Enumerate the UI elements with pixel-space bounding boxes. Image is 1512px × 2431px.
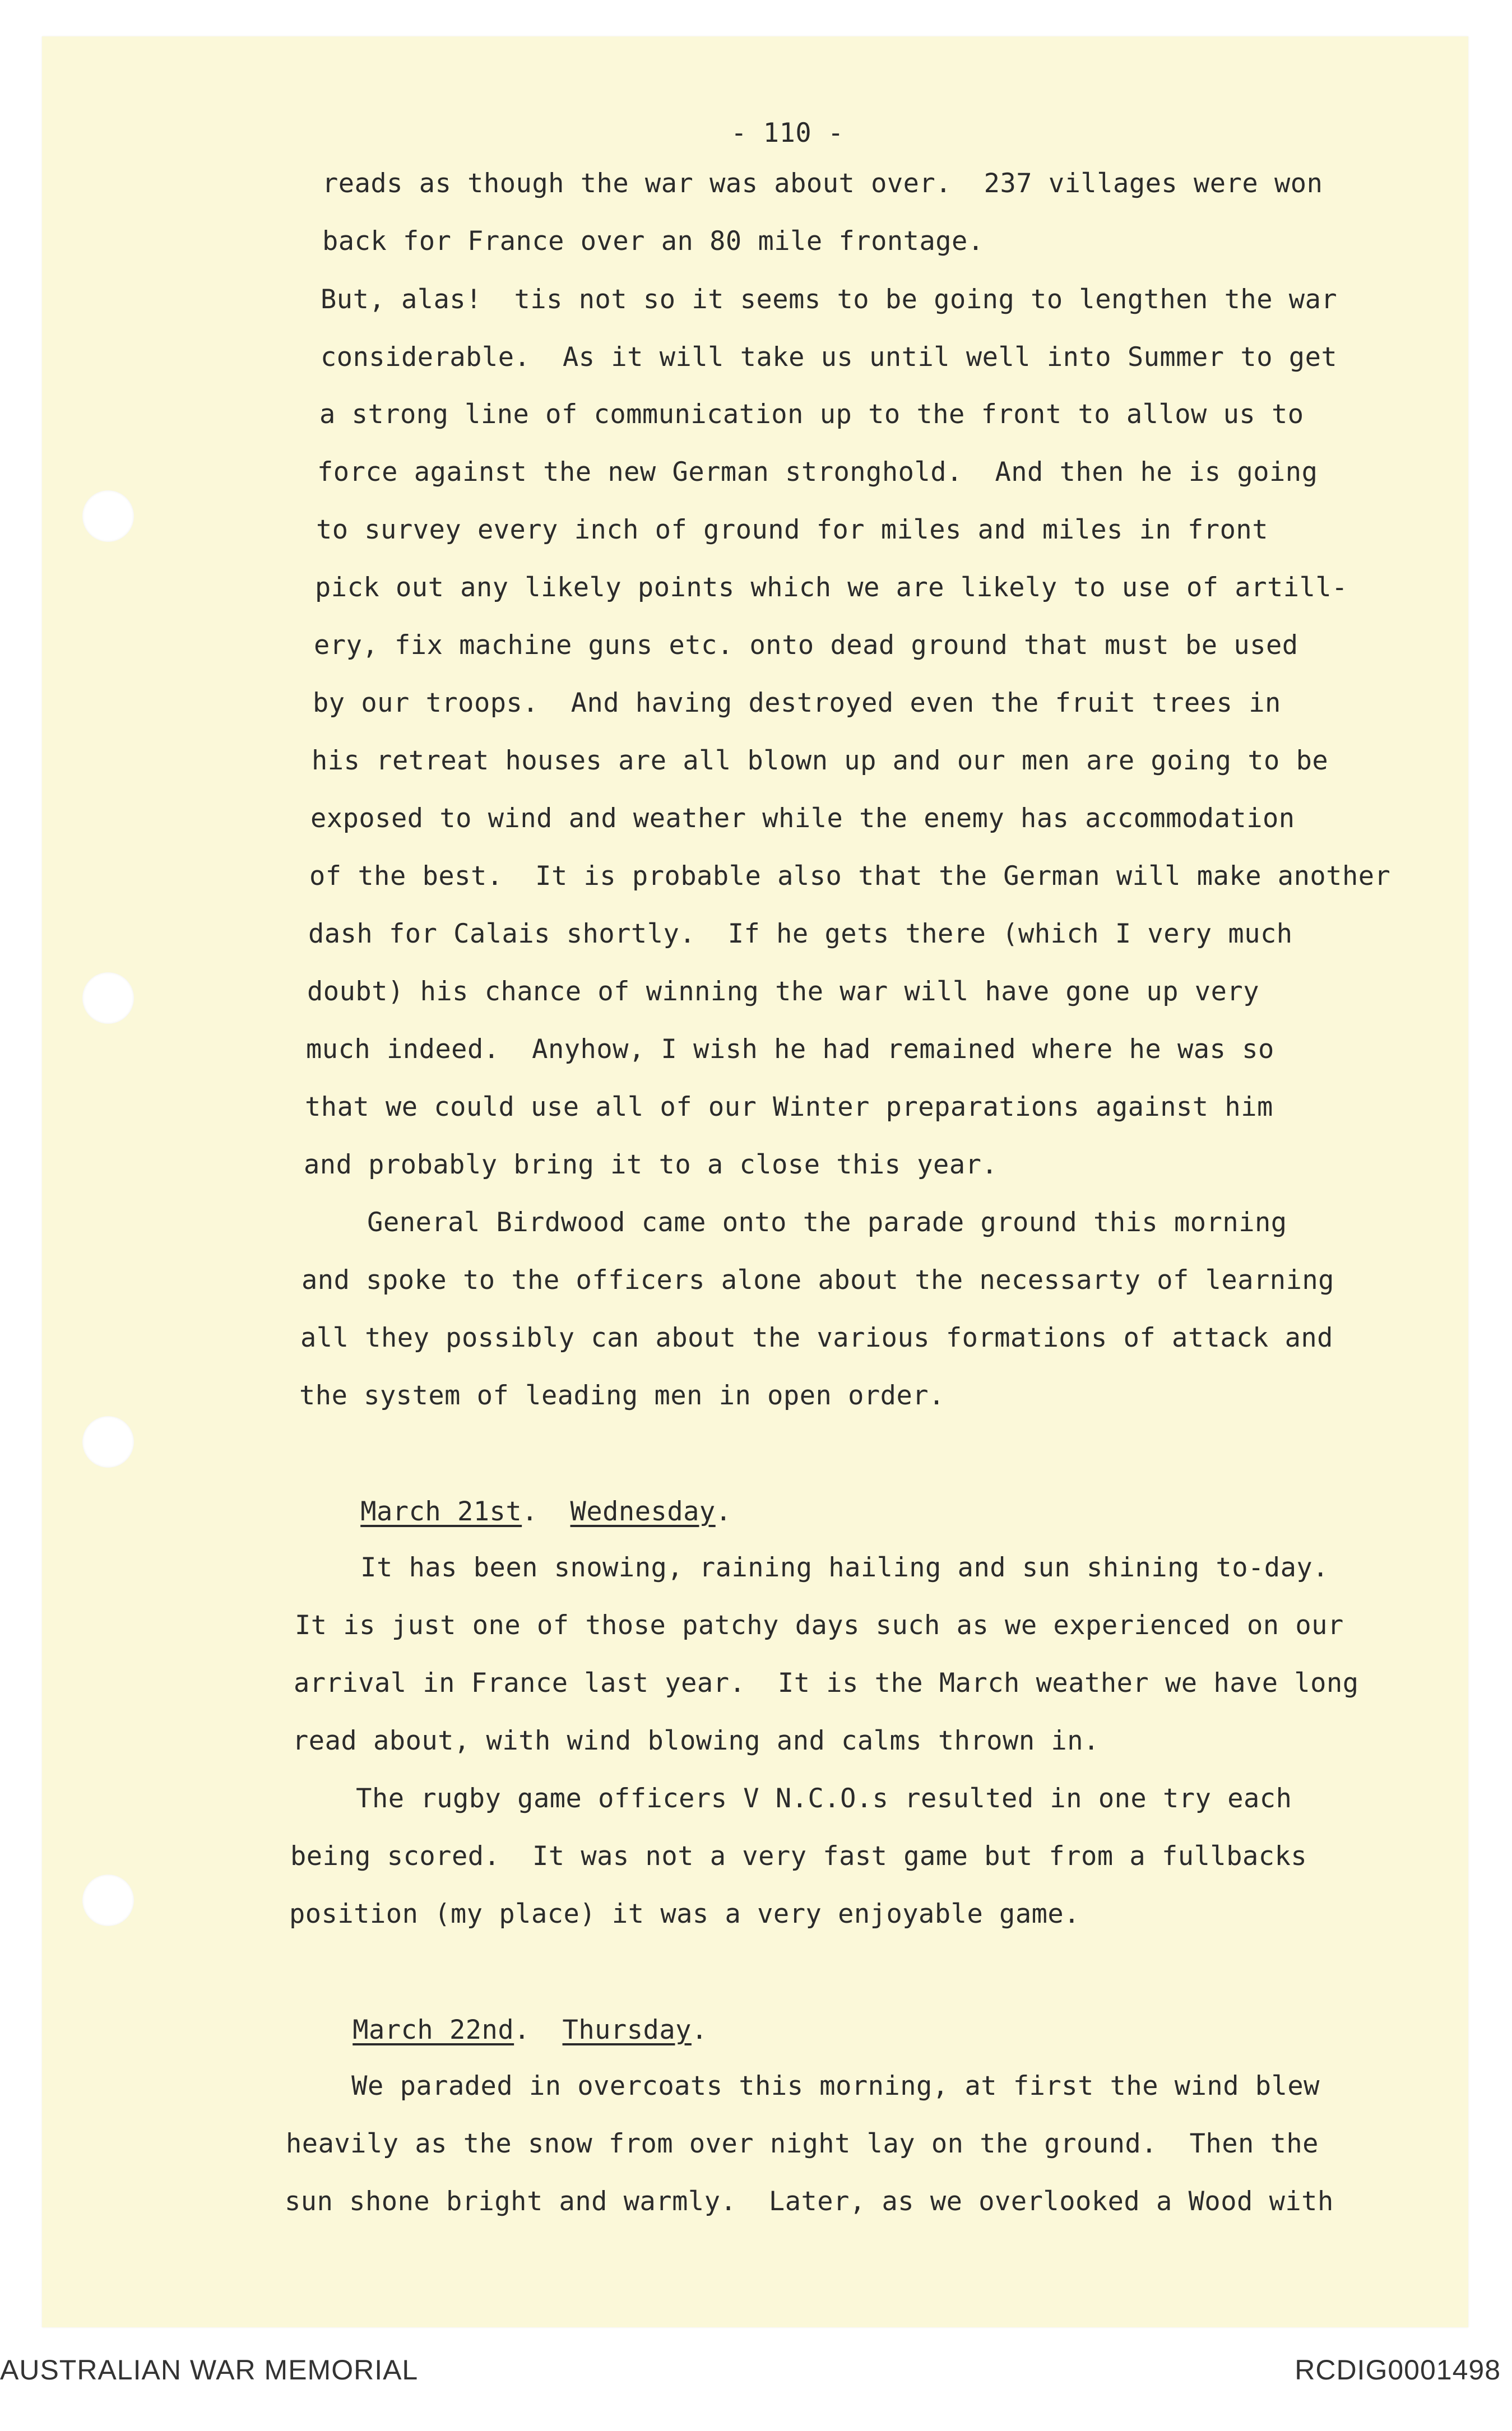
entry-heading-march-22 xyxy=(288,1984,708,2076)
text-line: dash for Calais shortly. If he gets there (which I very much xyxy=(308,918,1293,949)
footer-record-id: RCDIG0001498 xyxy=(1295,2354,1501,2386)
text-line: heavily as the snow from over night lay on the ground. Then the xyxy=(286,2128,1319,2159)
heading-period: . xyxy=(715,1496,732,1527)
text-line: We paraded in overcoats this morning, at first the wind blew xyxy=(287,2071,1320,2101)
text-line: force against the new German stronghold. And then he is going xyxy=(317,457,1318,488)
text-line: all they possibly can about the various formations of attack and xyxy=(300,1323,1333,1353)
entry-day: Thursday xyxy=(562,2015,692,2045)
text-line: and spoke to the officers alone about the necessarty of learning xyxy=(302,1265,1334,1296)
punch-hole-2 xyxy=(82,972,134,1024)
entry-day: Wednesday xyxy=(570,1496,716,1527)
text-line: and probably bring it to a close this year. xyxy=(304,1149,998,1180)
text-line: the system of leading men in open order. xyxy=(299,1380,945,1411)
heading-separator: . xyxy=(522,1496,571,1527)
text-line: to survey every inch of ground for miles and miles in front xyxy=(316,514,1268,545)
text-line: read about, with wind blowing and calms thrown in. xyxy=(293,1725,1100,1756)
footer-institution: AUSTRALIAN WAR MEMORIAL xyxy=(0,2354,419,2386)
page-number: - 110 - xyxy=(731,118,844,149)
text-line: The rugby game officers V N.C.O.s resulted in one try each xyxy=(291,1783,1292,1814)
text-line: that we could use all of our Winter preparations against him xyxy=(305,1092,1273,1122)
entry-date: March 21st xyxy=(360,1496,522,1527)
text-line: It is just one of those patchy days such as we experienced on our xyxy=(295,1610,1344,1641)
text-line: being scored. It was not a very fast game but from a fullbacks xyxy=(290,1841,1307,1872)
text-line: exposed to wind and weather while the enemy has accommodation xyxy=(310,803,1295,834)
text-line: much indeed. Anyhow, I wish he had remained where he was so xyxy=(306,1034,1274,1065)
text-line: General Birdwood came onto the parade ground this morning xyxy=(303,1207,1287,1238)
text-line: arrival in France last year. It is the March weather we have long xyxy=(294,1668,1359,1699)
text-line: by our troops. And having destroyed even the fruit trees in xyxy=(313,688,1281,718)
heading-period: . xyxy=(691,2015,708,2045)
text-line: a strong line of communication up to the front to allow us to xyxy=(319,399,1304,430)
text-line: of the best. It is probable also that the German will make another xyxy=(309,861,1391,892)
heading-separator: . xyxy=(514,2015,563,2045)
entry-date: March 22nd xyxy=(353,2015,514,2045)
text-line: It has been snowing, raining hailing and sun shining to-day. xyxy=(296,1552,1329,1583)
text-line: back for France over an 80 mile frontage. xyxy=(322,226,984,257)
text-line: reads as though the war was about over. 237 villages were won xyxy=(322,168,1323,199)
typed-text xyxy=(280,112,1463,2217)
text-line: considerable. As it will take us until well into Summer to get xyxy=(321,342,1338,373)
text-line: doubt) his chance of winning the war will have gone up very xyxy=(307,976,1259,1007)
entry-heading-march-21 xyxy=(296,1465,732,1558)
text-line: sun shone bright and warmly. Later, as we overlooked a Wood with xyxy=(285,2186,1334,2217)
text-line: position (my place) it was a very enjoyable game. xyxy=(289,1899,1080,1929)
text-line: ery, fix machine guns etc. onto dead ground that must be used xyxy=(314,630,1298,661)
punch-hole-4 xyxy=(82,1875,134,1926)
text-line: pick out any likely points which we are likely to use of artill- xyxy=(315,572,1348,603)
text-line: But, alas! tis not so it seems to be going to lengthen the war xyxy=(321,284,1338,315)
text-line: his retreat houses are all blown up and our men are going to be xyxy=(312,745,1329,776)
punch-hole-3 xyxy=(82,1416,134,1468)
punch-hole-1 xyxy=(82,490,134,542)
